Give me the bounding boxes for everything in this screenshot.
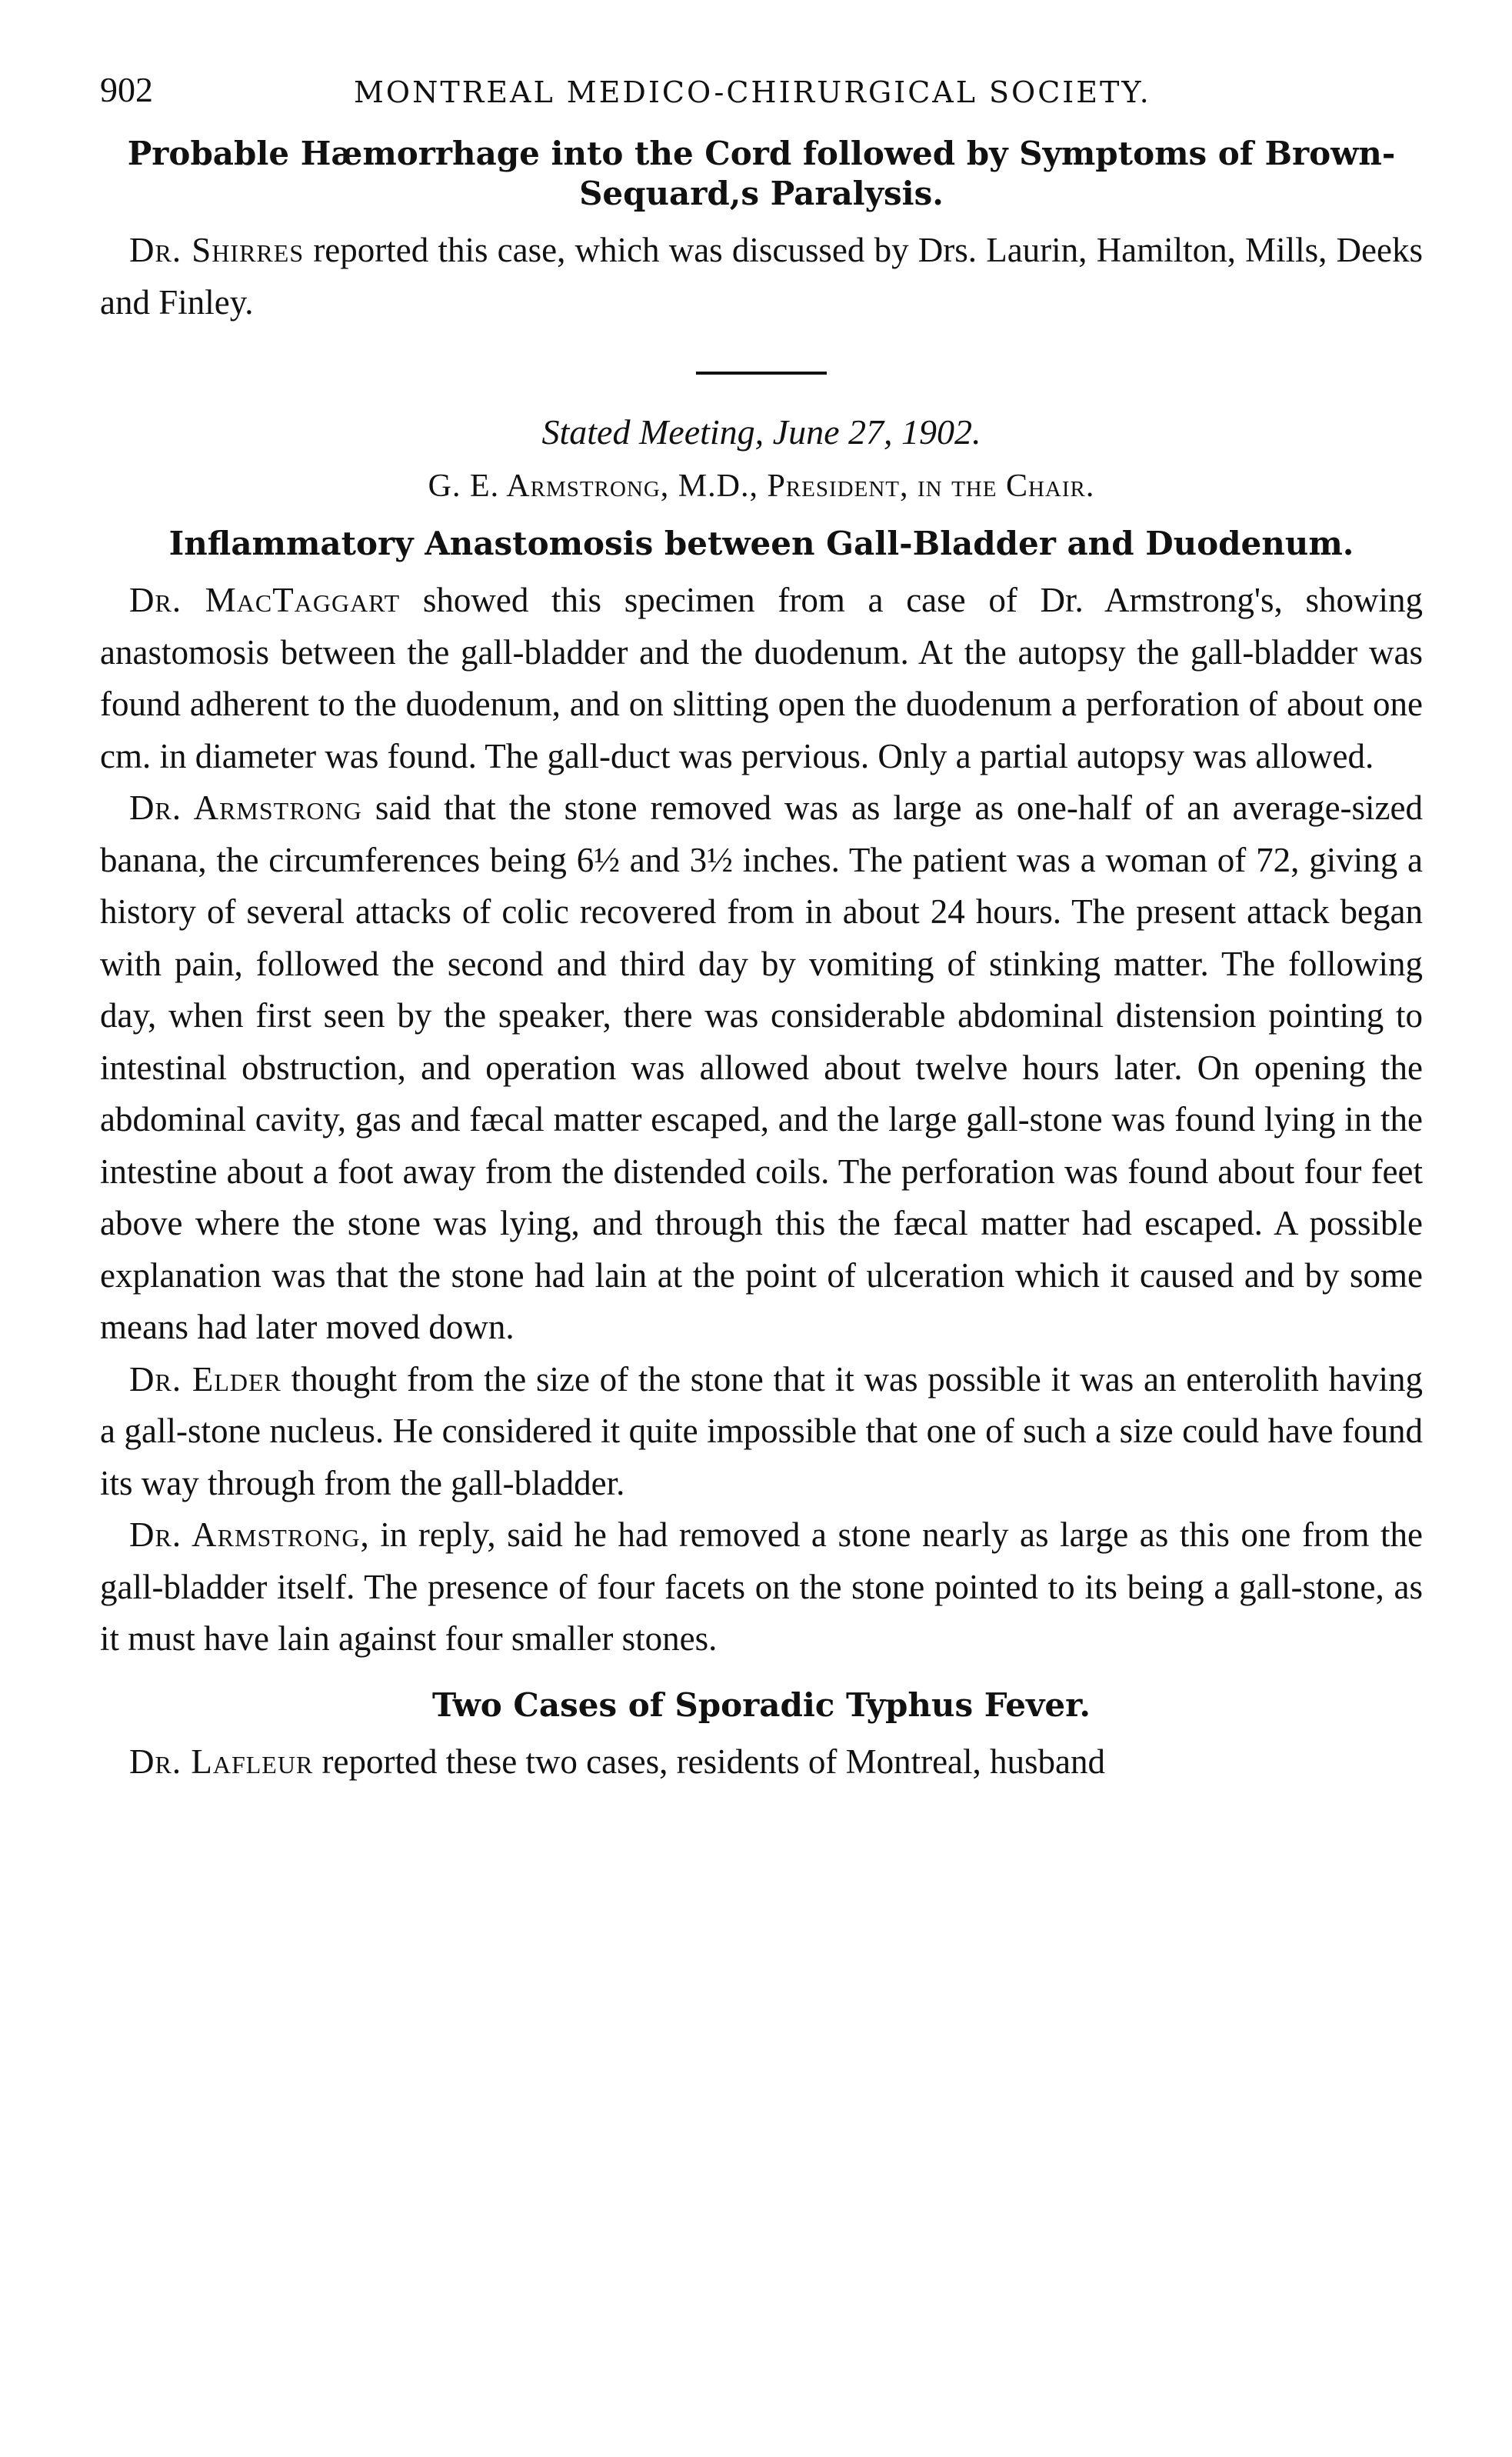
section-divider: [696, 372, 827, 375]
paragraph-mactaggart: [100, 575, 1423, 782]
paragraph-armstrong: [100, 782, 1423, 1354]
running-head: [100, 69, 1423, 123]
speaker-name: Dr. Elder: [129, 1359, 281, 1399]
section-heading-anastomosis: Inflammatory Anastomosis between Gall-Bladder and Duodenum.: [168, 525, 1354, 562]
document-page: [100, 69, 1423, 1788]
page-number: 902: [100, 70, 153, 109]
paragraph-text: thought from the size of the stone that it was possible it was an enterolith having a gall-stone nucleus. He considered it quite impossible that one of such a size could have found its way through from the gall-bladder.: [100, 1359, 1423, 1502]
speaker-name: Dr. Lafleur: [129, 1742, 314, 1781]
paragraph-text: said that the stone removed was as large as one-half of an average-sized banana, the circumferences being 6½ and 3½ inches. The patient was a woman of 72, giving a history of several attacks of colic recovered from in about 24 hours. The present attack began with pain, followed the second and third day by vomiting of stinking matter. The following day, when first seen by the speaker, there was considerable abdominal distension pointing to intestinal obstruction, and operation was allowed about twelve hours later. On opening the abdominal cavity, gas and fæcal matter escaped, and the large gall-stone was found lying in the intestine about a foot away from the distended coils. The perforation was found about four feet above where the stone was lying, and through this the fæcal matter had escaped. A possible explanation was that the stone had lain at the point of ulceration which it caused and by some means had later moved down.: [100, 788, 1424, 1346]
paragraph-text: showed this specimen from a case of Dr. Armstrong's, showing anastomosis between the gall-bladder and the duodenum. At the autopsy the gall-bladder was found adherent to the duodenum, and on slitting open the duodenum a perforation of about one cm. in diameter was found. The gall-duct was pervious. Only a partial autopsy was allowed.: [100, 581, 1424, 775]
chair-line: G. E. Armstrong, M.D., President, in the Chair.: [428, 468, 1095, 504]
paragraph-shirres: [100, 225, 1423, 328]
paragraph-text: , in reply, said he had removed a stone nearly as large as this one from the gall-bladder itself. The presence of four facets on the stone pointed to its being a gall-stone, as it must have lain against four smaller stones.: [100, 1515, 1423, 1658]
paragraph-armstrong-reply: [100, 1509, 1423, 1665]
paragraph-lafleur: [100, 1736, 1423, 1789]
speaker-name: Dr. Armstrong: [129, 1515, 361, 1554]
paragraph-text: reported this case, which was discussed by Drs. Laurin, Hamilton, Mills, Deeks and Finley.: [100, 231, 1423, 322]
speaker-name: Dr. Shirres: [129, 231, 305, 269]
paragraph-text: reported these two cases, residents of Montreal, husband: [313, 1742, 1106, 1781]
journal-title: MONTREAL MEDICO-CHIRURGICAL SOCIETY.: [354, 75, 1151, 109]
speaker-name: Dr. Armstrong: [129, 788, 362, 827]
section-heading-typhus: Two Cases of Sporadic Typhus Fever.: [432, 1685, 1091, 1724]
meeting-date: Stated Meeting, June 27, 1902.: [541, 412, 981, 452]
speaker-name: Dr. MacTaggart: [129, 581, 401, 619]
paragraph-elder: [100, 1354, 1423, 1510]
section-heading-haemorrhage: Probable Hæmorrhage into the Cord followed by Symptoms of Brown-Sequard,s Paralysis.: [127, 135, 1396, 212]
